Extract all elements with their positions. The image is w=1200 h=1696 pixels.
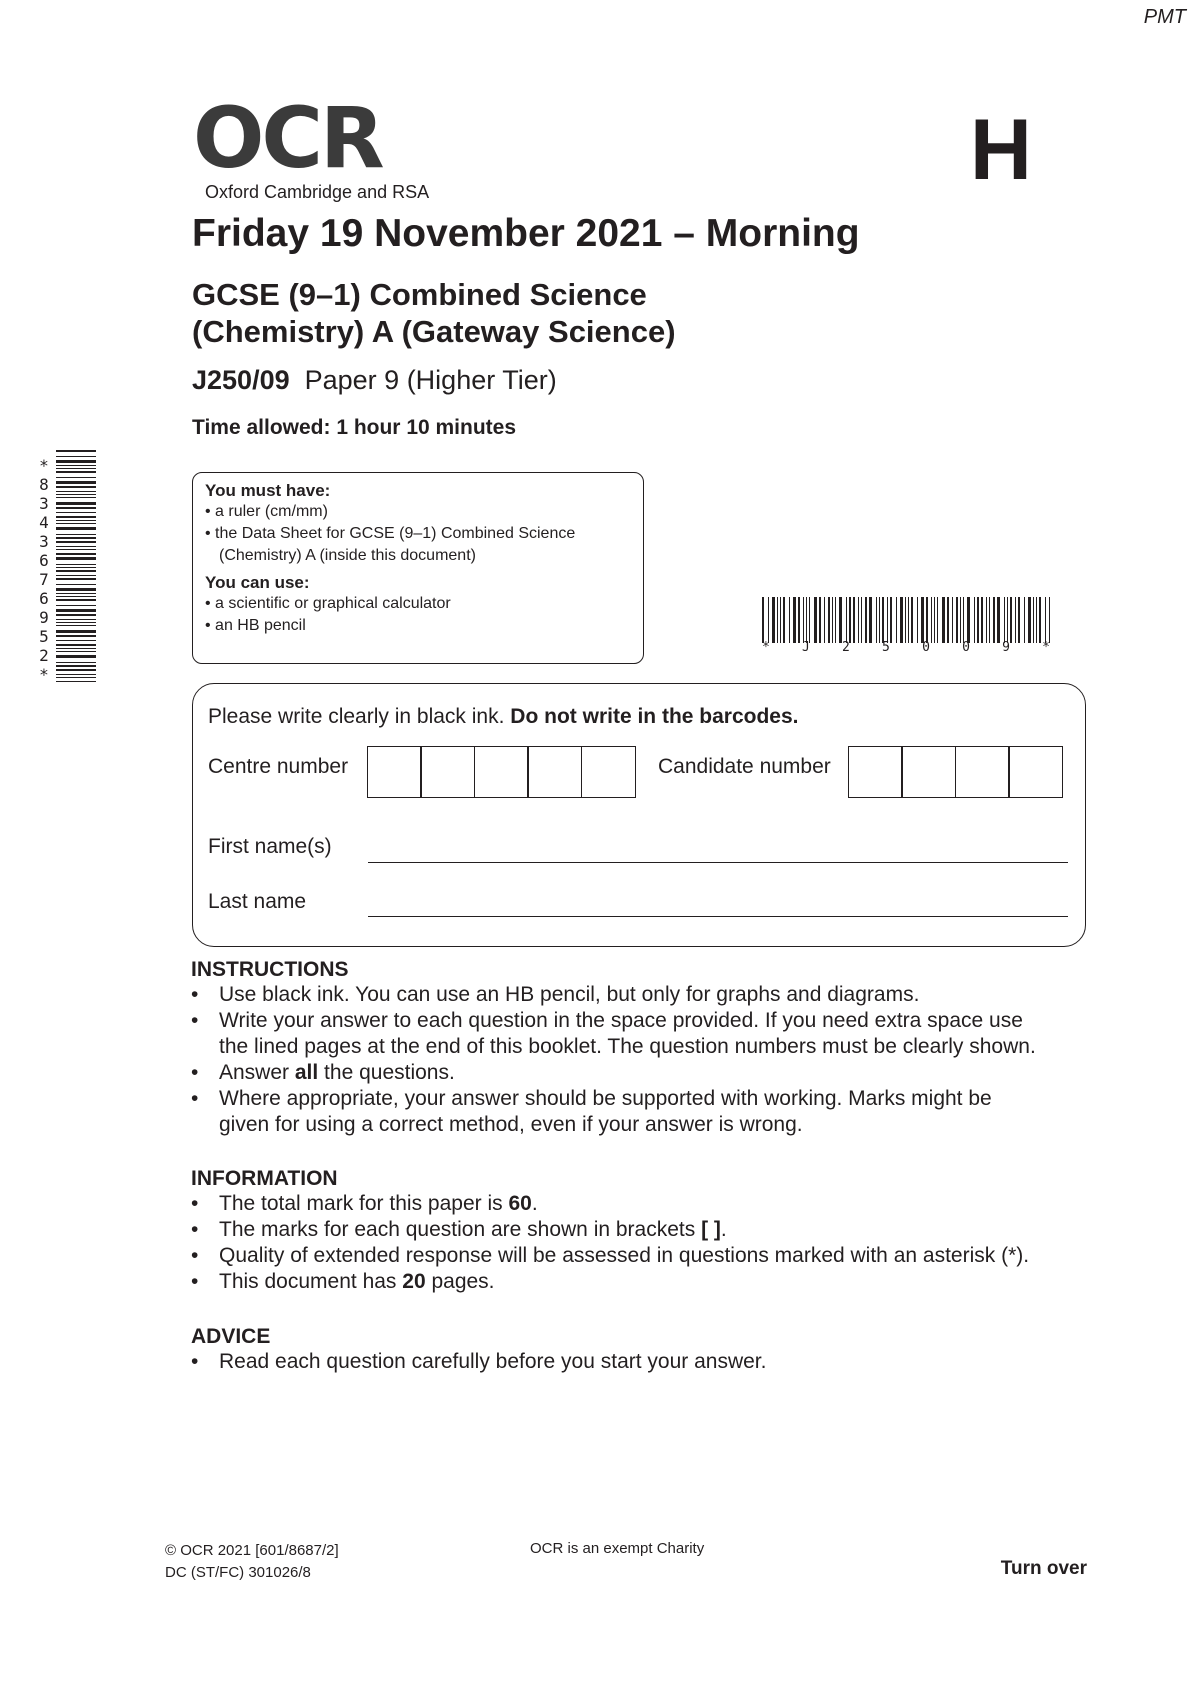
- barcode-char: *: [762, 640, 770, 655]
- can-use-item: • a scientific or graphical calculator: [205, 595, 451, 612]
- barcode-bar: [849, 597, 851, 643]
- barcode-bar: [798, 597, 800, 643]
- barcode-bar: [937, 597, 938, 643]
- barcode-bar: [839, 597, 842, 643]
- instructions-heading: INSTRUCTIONS: [191, 958, 349, 981]
- barcode-bar: [56, 619, 96, 620]
- barcode-char: 9: [1002, 640, 1010, 655]
- information-section: [191, 1167, 1111, 1295]
- candidate-number-cell[interactable]: [901, 746, 956, 798]
- barcode-bar: [56, 450, 96, 452]
- barcode-bar: [806, 597, 807, 643]
- barcode-bar: [997, 597, 1000, 643]
- barcode-bar: [905, 597, 906, 643]
- barcode-bar: [789, 597, 790, 643]
- barcode-bar: [977, 597, 979, 643]
- barcode-bar: [783, 597, 785, 643]
- barcode-bar: [900, 597, 903, 643]
- barcode-bar: [56, 520, 96, 521]
- barcode-bar: [921, 597, 924, 643]
- barcode-char: J: [802, 640, 810, 655]
- barcode-char: 2: [842, 640, 850, 655]
- barcode-digit: *: [39, 665, 49, 684]
- barcode-bar: [963, 597, 964, 643]
- barcode-bar: [56, 486, 96, 488]
- barcode-digit: 8: [39, 475, 49, 494]
- centre-number-label: Centre number: [208, 755, 349, 778]
- barcode-bar: [793, 597, 796, 643]
- barcode-bar: [780, 597, 781, 643]
- barcode-bar: [56, 491, 96, 492]
- paper-barcode-chars: [762, 640, 1050, 655]
- barcode-bar: [56, 537, 96, 539]
- barcode-bar: [947, 597, 949, 643]
- barcode-bar: [56, 593, 96, 594]
- barcode-bar: [56, 584, 96, 585]
- can-use-heading: You can use:: [205, 573, 310, 592]
- equipment-box: [192, 472, 644, 664]
- barcode-bar: [56, 622, 96, 623]
- can-use-item: • an HB pencil: [205, 617, 306, 634]
- barcode-bar: [1015, 597, 1016, 643]
- barcode-bar: [908, 597, 909, 643]
- candidate-number-cell[interactable]: [955, 746, 1010, 798]
- advice-heading: ADVICE: [191, 1325, 271, 1348]
- barcode-bar: [952, 597, 953, 643]
- first-name-label: First name(s): [208, 835, 332, 858]
- barcode-digit: 5: [39, 627, 49, 646]
- barcode-digit: 9: [39, 608, 49, 627]
- barcode-bar: [917, 597, 918, 643]
- must-have-item: • a ruler (cm/mm): [205, 503, 328, 520]
- barcode-bar: [56, 527, 96, 530]
- barcode-digit: 3: [39, 494, 49, 513]
- ocr-logo: [193, 89, 430, 203]
- copyright-text: © OCR 2021 [601/8687/2]: [165, 1542, 339, 1559]
- barcode-bar: [56, 677, 96, 678]
- barcode-bar: [56, 575, 96, 576]
- information-item: • This document has 20 pages.: [191, 1270, 495, 1293]
- advice-item: • Read each question carefully before you start your answer.: [191, 1350, 767, 1373]
- barcode-bar: [56, 497, 96, 498]
- barcode-bar: [896, 597, 897, 643]
- barcode-bar: [56, 553, 96, 555]
- barcode-bar: [879, 597, 880, 643]
- barcode-bar: [989, 597, 990, 643]
- barcode-bar: [1007, 597, 1008, 643]
- barcode-bar: [56, 465, 96, 466]
- barcode-bar: [768, 597, 769, 643]
- instruction-item: • Answer all the questions.: [191, 1061, 455, 1084]
- barcode-bar: [56, 599, 96, 601]
- barcode-bar: [934, 597, 935, 643]
- barcode-bar: [803, 597, 804, 643]
- barcode-bar: [56, 494, 96, 495]
- first-name-field[interactable]: [368, 862, 1068, 863]
- logo-tagline: Oxford Cambridge and RSA: [205, 182, 430, 202]
- barcode-digit: 6: [39, 551, 49, 570]
- barcode-bar: [777, 597, 778, 643]
- barcode-bar: [1049, 597, 1050, 643]
- barcode-bar: [1024, 597, 1025, 643]
- document-code: DC (ST/FC) 301026/8: [165, 1564, 311, 1581]
- barcode-bar: [832, 597, 833, 643]
- instruction-item: • Use black ink. You can use an HB pencil, but only for graphs and diagrams.: [191, 983, 920, 1006]
- paper-line: [192, 365, 557, 396]
- turn-over-text: Turn over: [1000, 1558, 1087, 1579]
- paper-name: Paper 9 (Higher Tier): [304, 365, 557, 395]
- must-have-heading: You must have:: [205, 481, 331, 500]
- barcode-bar: [56, 674, 96, 675]
- barcode-bar: [926, 597, 928, 643]
- barcode-bar: [56, 662, 96, 663]
- barcode-bar: [853, 597, 855, 643]
- barcode-bar: [56, 596, 96, 597]
- exam-date: Friday 19 November 2021 – Morning: [192, 212, 860, 255]
- barcode-bar: [828, 597, 830, 643]
- logo-wordmark: OCR: [193, 89, 382, 187]
- barcode-bar: [931, 597, 932, 643]
- barcode-bar: [56, 640, 96, 641]
- barcode-bar: [56, 665, 96, 667]
- barcode-bar: [861, 597, 862, 643]
- barcode-bar: [56, 460, 96, 463]
- barcode-bar: [819, 597, 821, 643]
- barcode-bar: [56, 507, 96, 509]
- barcode-bar: [56, 468, 96, 469]
- barcode-digit: 6: [39, 589, 49, 608]
- barcode-digit: *: [39, 456, 49, 475]
- barcode-bar: [967, 597, 970, 643]
- centre-number-cell[interactable]: [527, 746, 582, 798]
- barcode-bar: [1010, 597, 1012, 643]
- barcode-bar: [1045, 597, 1046, 643]
- candidate-number-field[interactable]: [849, 746, 1063, 798]
- barcode-bar: [56, 635, 96, 637]
- barcode-bar: [56, 644, 96, 646]
- paper-code: J250/09: [192, 365, 290, 395]
- barcode-bar: [56, 549, 96, 550]
- time-allowed: Time allowed: 1 hour 10 minutes: [192, 416, 517, 439]
- barcode-bar: [56, 614, 96, 616]
- barcode-bar: [869, 597, 872, 643]
- barcode-bar: [56, 570, 96, 572]
- charity-text: OCR is an exempt Charity: [530, 1540, 705, 1557]
- barcode-bar: [1018, 597, 1020, 643]
- barcode-bar: [887, 597, 888, 643]
- centre-number-cell[interactable]: [420, 746, 475, 798]
- barcode-char: 5: [882, 640, 890, 655]
- barcode-bar: [56, 605, 96, 606]
- centre-number-cell[interactable]: [581, 746, 636, 798]
- barcode-bar: [56, 523, 96, 524]
- barcode-bar: [876, 597, 877, 643]
- barcode-bar: [882, 597, 884, 643]
- centre-number-field[interactable]: [368, 746, 636, 798]
- subject-line-1: GCSE (9–1) Combined Science: [192, 277, 647, 312]
- barcode-char: *: [1042, 640, 1050, 655]
- barcode-bar: [56, 541, 96, 543]
- barcode-bar: [986, 597, 987, 643]
- instruction-item: • Where appropriate, your answer should be supported with working. Marks might be given for using a correct method, even if your answer is wrong.: [191, 1087, 992, 1136]
- barcode-bar: [56, 681, 96, 682]
- barcode-bar: [56, 625, 96, 626]
- candidate-number-cell[interactable]: [1008, 746, 1063, 798]
- barcode-bar: [1004, 597, 1005, 643]
- barcode-bar: [56, 512, 96, 513]
- barcode-bar: [56, 456, 96, 457]
- barcode-bar: [56, 477, 96, 478]
- barcode-bar: [56, 648, 96, 649]
- barcode-bar: [56, 471, 96, 473]
- barcode-bar: [1036, 597, 1037, 643]
- advice-section: [191, 1325, 1111, 1375]
- corner-mark: PMT: [1143, 6, 1186, 28]
- barcode-bar: [56, 502, 96, 505]
- must-have-item-continuation: (Chemistry) A (inside this document): [219, 547, 476, 564]
- write-warning: Do not write in the barcodes.: [510, 705, 799, 728]
- barcode-bar: [56, 567, 96, 568]
- footer-copyright-block: [165, 1540, 339, 1584]
- barcode-bar: [814, 597, 817, 643]
- centre-number-cell[interactable]: [367, 746, 422, 798]
- barcode-bar: [858, 597, 859, 643]
- barcode-bar: [1028, 597, 1031, 643]
- centre-number-cell[interactable]: [474, 746, 529, 798]
- barcode-bar: [56, 655, 96, 658]
- barcode-bar: [56, 609, 96, 612]
- barcode-bar: [56, 651, 96, 652]
- barcode-char: 0: [962, 640, 970, 655]
- barcode-bar: [56, 669, 96, 671]
- barcode-digit: 4: [39, 513, 49, 532]
- barcode-bar: [56, 578, 96, 580]
- subject-title: [192, 276, 676, 350]
- information-heading: INFORMATION: [191, 1167, 338, 1190]
- barcode-bar: [960, 597, 961, 643]
- must-have-item: • the Data Sheet for GCSE (9–1) Combined Science: [205, 525, 576, 542]
- last-name-label: Last name: [208, 890, 307, 913]
- barcode-bar: [56, 630, 96, 633]
- barcode-bar: [56, 557, 96, 560]
- information-item: • The total mark for this paper is 60.: [191, 1192, 538, 1215]
- barcode-bar: [956, 597, 958, 643]
- barcode-bar: [56, 481, 96, 484]
- barcode-bar: [56, 588, 96, 591]
- barcode-bar: [56, 546, 96, 547]
- barcode-bar: [824, 597, 825, 643]
- barcode-bar: [56, 534, 96, 535]
- instructions-section: [191, 958, 1111, 1138]
- subject-line-2: (Chemistry) A (Gateway Science): [192, 314, 676, 349]
- barcode-bar: [993, 597, 995, 643]
- barcode-bar: [981, 597, 983, 643]
- barcode-bar: [772, 597, 775, 643]
- barcode-bar: [809, 597, 810, 643]
- information-item: • Quality of extended response will be assessed in questions marked with an asterisk (*).: [191, 1244, 1030, 1267]
- side-barcode-digits: [36, 456, 52, 684]
- barcode-bar: [56, 564, 96, 565]
- barcode-bar: [1039, 597, 1041, 643]
- barcode-digit: 7: [39, 570, 49, 589]
- barcode-bar: [974, 597, 975, 643]
- write-instructions: Please write clearly in black ink. Do not write in the barcodes.: [208, 705, 799, 728]
- barcode-bar: [762, 597, 764, 643]
- barcode-bar: [846, 597, 847, 643]
- barcode-digit: 3: [39, 532, 49, 551]
- instruction-item: • Write your answer to each question in the space provided. If you need extra space use the lined pages at the end of this booklet. The question numbers must be clearly shown.: [191, 1009, 1036, 1058]
- candidate-number-cell[interactable]: [848, 746, 903, 798]
- barcode-bar: [1033, 597, 1034, 643]
- barcode-bar: [911, 597, 913, 643]
- barcode-bar: [942, 597, 945, 643]
- barcode-bar: [56, 516, 96, 518]
- barcode-bar: [890, 597, 892, 643]
- last-name-field[interactable]: [368, 916, 1068, 917]
- barcode-char: 0: [922, 640, 930, 655]
- candidate-number-label: Candidate number: [658, 755, 831, 778]
- information-item: • The marks for each question are shown in brackets [ ].: [191, 1218, 727, 1241]
- barcode-digit: 2: [39, 646, 49, 665]
- barcode-bar: [865, 597, 867, 643]
- barcode-bar: [835, 597, 836, 643]
- tier-letter: H: [969, 102, 1032, 198]
